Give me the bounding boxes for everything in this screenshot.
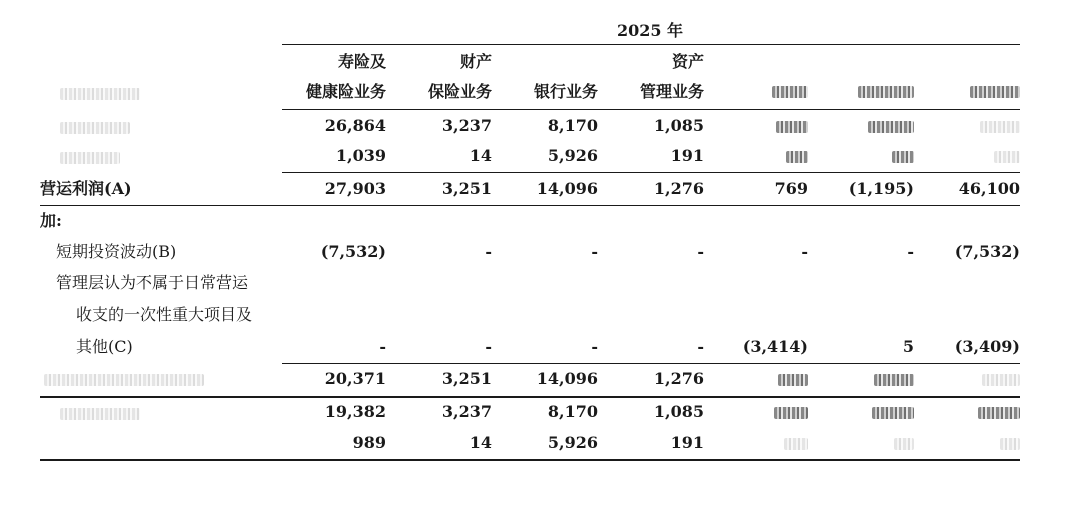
- cell: 26,864: [324, 116, 386, 135]
- row-label-mgmt-line1: 管理层认为不属于日常营运: [56, 273, 249, 292]
- obscured-cell: [786, 151, 808, 163]
- cell: 989: [352, 433, 386, 452]
- cell: (7,532): [320, 242, 386, 261]
- obscured-cell: [872, 407, 914, 419]
- obscured-row-label: [60, 408, 140, 420]
- obscured-cell: [994, 151, 1020, 163]
- cell: 1,276: [653, 179, 704, 198]
- cell: 5,926: [547, 146, 598, 165]
- col-header-asset-2: 管理业务: [639, 82, 704, 101]
- cell: 3,251: [441, 179, 492, 198]
- obscured-col7-header: [970, 86, 1020, 98]
- cell: 14: [469, 146, 492, 165]
- obscured-cell: [774, 407, 808, 419]
- obscured-cell: [980, 121, 1020, 133]
- row-label-mgmt-line2: 收支的一次性重大项目及: [76, 305, 253, 324]
- obscured-cell: [776, 121, 808, 133]
- cell: 14,096: [536, 369, 598, 388]
- cell: 1,085: [653, 116, 704, 135]
- obscured-cell: [894, 438, 914, 450]
- cell: (1,195): [848, 179, 914, 198]
- table-bottom-rule: [40, 459, 1020, 461]
- obscured-col5-header: [772, 86, 808, 98]
- cell: 20,371: [324, 369, 386, 388]
- cell: -: [591, 337, 598, 356]
- obscured-cell: [978, 407, 1020, 419]
- year-underline: [282, 44, 1020, 45]
- col-header-bank-2: 银行业务: [533, 82, 598, 101]
- cell: (3,409): [954, 337, 1020, 356]
- row-divider: [40, 396, 1020, 398]
- cell: 46,100: [958, 179, 1020, 198]
- row-divider: [282, 363, 1020, 364]
- cell: -: [591, 242, 598, 261]
- cell: -: [697, 337, 704, 356]
- cell: -: [907, 242, 914, 261]
- row-divider: [282, 172, 1020, 173]
- cell: (3,414): [742, 337, 808, 356]
- cell: 191: [670, 146, 704, 165]
- header-underline: [282, 109, 1020, 110]
- col-header-property-2: 保险业务: [427, 82, 492, 101]
- cell: -: [801, 242, 808, 261]
- row-label-short-term-variance: 短期投资波动(B): [56, 242, 177, 261]
- cell: 14,096: [536, 179, 598, 198]
- obscured-cell: [874, 374, 914, 386]
- cell: 5: [902, 337, 914, 356]
- obscured-cell: [868, 121, 914, 133]
- cell: 769: [774, 179, 808, 198]
- cell: 191: [670, 433, 704, 452]
- obscured-row-label: [60, 122, 130, 134]
- row-label-operating-profit: 营运利润(A): [40, 179, 132, 198]
- obscured-label: [60, 88, 140, 100]
- obscured-cell: [784, 438, 808, 450]
- row-label-mgmt-line3: 其他(C): [76, 337, 133, 356]
- obscured-row-label: [44, 374, 204, 386]
- cell: 3,237: [441, 116, 492, 135]
- obscured-cell: [778, 374, 808, 386]
- cell: -: [485, 337, 492, 356]
- cell: 1,276: [653, 369, 704, 388]
- cell: 8,170: [547, 402, 598, 421]
- cell: 27,903: [324, 179, 386, 198]
- obscured-cell: [1000, 438, 1020, 450]
- col-header-life-2: 健康险业务: [305, 82, 386, 101]
- cell: 1,085: [653, 402, 704, 421]
- cell: 1,039: [335, 146, 386, 165]
- obscured-cell: [982, 374, 1020, 386]
- cell: 3,237: [441, 402, 492, 421]
- cell: -: [485, 242, 492, 261]
- cell: 3,251: [441, 369, 492, 388]
- cell: 19,382: [324, 402, 386, 421]
- cell: -: [379, 337, 386, 356]
- col-header-asset-1: 资产: [671, 52, 704, 71]
- row-divider: [40, 205, 1020, 206]
- obscured-col6-header: [858, 86, 914, 98]
- year-header: 2025 年: [616, 21, 684, 40]
- cell: 8,170: [547, 116, 598, 135]
- cell: (7,532): [954, 242, 1020, 261]
- cell: 5,926: [547, 433, 598, 452]
- row-label-add: 加:: [40, 211, 62, 230]
- obscured-row-label: [60, 152, 120, 164]
- obscured-cell: [892, 151, 914, 163]
- col-header-life-1: 寿险及: [337, 52, 386, 71]
- cell: -: [697, 242, 704, 261]
- col-header-property-1: 财产: [459, 52, 492, 71]
- cell: 14: [469, 433, 492, 452]
